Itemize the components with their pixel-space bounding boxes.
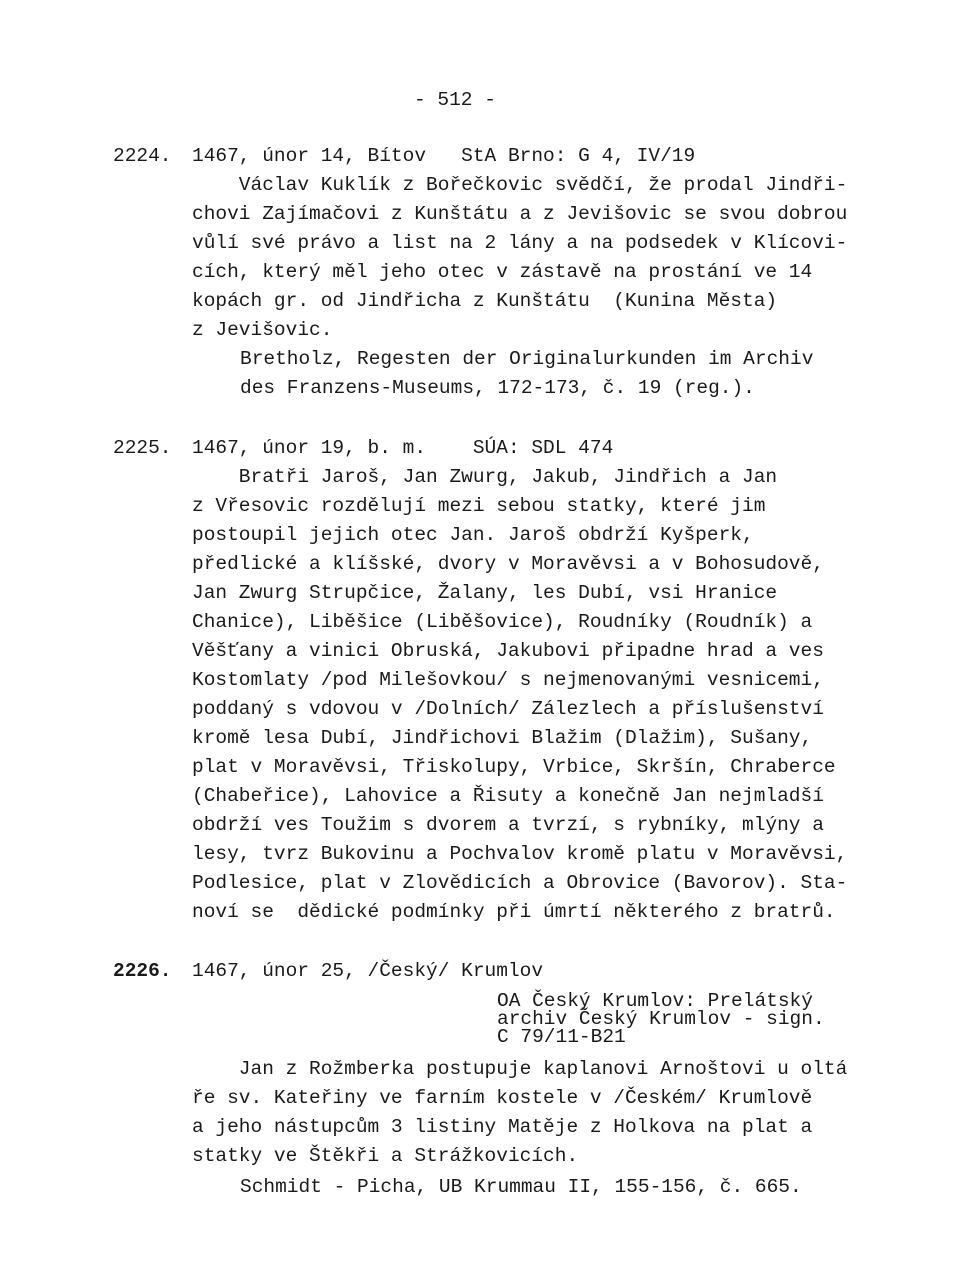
entry-text-line: Jan z Rožmberka postupuje kaplanovi Arnoštovi u oltá (192, 1058, 848, 1080)
entry-header: 1467, únor 25, /Český/ Krumlov (192, 960, 544, 982)
entry-text-line: z Jevišovic. (192, 319, 333, 341)
entry-text-line: postoupil jejich otec Jan. Jaroš obdrží Kyšperk, (192, 524, 754, 546)
entry-text-line: (Chabeřice), Lahovice a Řisuty a konečně Jan nejmladší (192, 785, 824, 807)
entry-number: 2224. (113, 145, 172, 167)
entry-header: 1467, únor 14, Bítov StA Brno: G 4, IV/19 (192, 145, 696, 167)
archive-reference-line: OA Český Krumlov: Prelátský (497, 990, 813, 1012)
entry-text-line: obdrží ves Toužim s dvorem a tvrzí, s rybníky, mlýny a (192, 814, 824, 836)
entry-text-line: Věšťany a vinici Obruská, Jakubovi připadne hrad a ves (192, 640, 824, 662)
entry-text-line: z Vřesovic rozdělují mezi sebou statky, které jim (192, 495, 766, 517)
entry-text-line: poddaný s vdovou v /Dolních/ Zálezlech a příslušenství (192, 698, 824, 720)
entry-source-line: des Franzens-Museums, 172-173, č. 19 (reg.). (240, 377, 755, 399)
entry-text-line: chovi Zajímačovi z Kunštátu a z Jevišovic se svou dobrou (192, 203, 848, 225)
archive-reference-line: C 79/11-B21 (497, 1026, 626, 1048)
entry-text-line: kopách gr. od Jindřicha z Kunštátu (Kunina Města) (192, 290, 778, 312)
entry-text-line: Podlesice, plat v Zlovědicích a Obrovice (Bavorov). Sta- (192, 872, 848, 894)
entry-number: 2226. (113, 960, 172, 982)
entry-text-line: plat v Moravěvsi, Třiskolupy, Vrbice, Skršín, Chraberce (192, 756, 836, 778)
entry-number: 2225. (113, 437, 172, 459)
entry-text-line: Jan Zwurg Strupčice, Žalany, les Dubí, vsi Hranice (192, 582, 778, 604)
entry-text-line: lesy, tvrz Bukovinu a Pochvalov kromě platu v Moravěvsi, (192, 843, 848, 865)
entry-text-line: a jeho nástupcům 3 listiny Matěje z Holkova na plat a (192, 1116, 813, 1138)
archive-reference-line: archiv Český Krumlov - sign. (497, 1008, 825, 1030)
entry-text-line: ře sv. Kateřiny ve farním kostele v /Českém/ Krumlově (192, 1087, 813, 1109)
entry-text-line: kromě lesa Dubí, Jindřichovi Blažim (Dlažim), Sušany, (192, 727, 813, 749)
entry-text-line: Václav Kuklík z Bořečkovic svědčí, že prodal Jindři- (192, 174, 848, 196)
page-number: - 512 - (414, 89, 496, 111)
entry-text-line: Kostomlaty /pod Milešovkou/ s nejmenovanými vesnicemi, (192, 669, 824, 691)
entry-text-line: noví se dědické podmínky při úmrtí některého z bratrů. (192, 901, 836, 923)
entry-source-line: Schmidt - Picha, UB Krummau II, 155-156, č. 665. (240, 1176, 802, 1198)
entry-text-line: Bratři Jaroš, Jan Zwurg, Jakub, Jindřich a Jan (192, 466, 778, 488)
entry-text-line: statky ve Štěkři a Strážkovicích. (192, 1145, 579, 1167)
entry-header: 1467, únor 19, b. m. SÚA: SDL 474 (192, 437, 614, 459)
entry-text-line: předlické a klíšské, dvory v Moravěvsi a v Bohosudově, (192, 553, 824, 575)
entry-text-line: Chanice), Liběšice (Liběšovice), Roudníky (Roudník) a (192, 611, 813, 633)
entry-text-line: cích, který měl jeho otec v zástavě na prostání ve 14 (192, 261, 813, 283)
entry-source-line: Bretholz, Regesten der Originalurkunden im Archiv (240, 348, 814, 370)
entry-text-line: vůlí své právo a list na 2 lány a na podsedek v Klícovi- (192, 232, 848, 254)
